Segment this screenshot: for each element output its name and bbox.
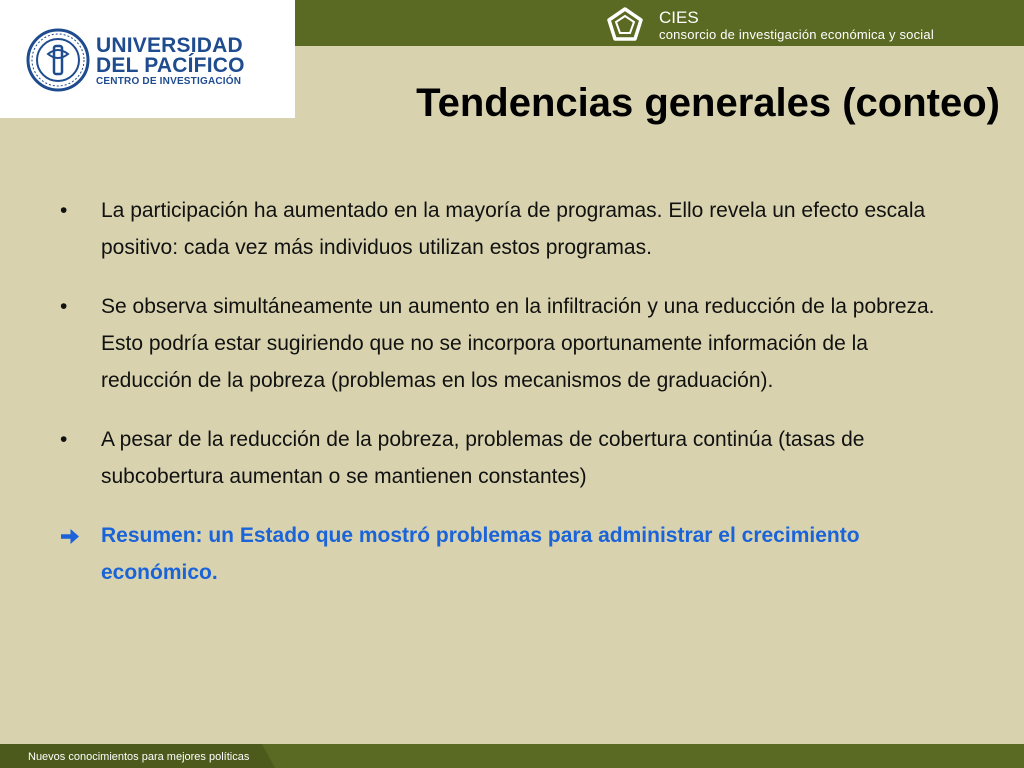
- bullet-text: La participación ha aumentado en la mayoría de programas. Ello revela un efecto escala positivo: cada vez más individuos utilizan estos programas.: [101, 199, 926, 259]
- university-name-line2: DEL PACÍFICO: [96, 54, 245, 77]
- university-logo: [0, 0, 295, 118]
- bullet-item: [60, 192, 960, 266]
- slide-title: Tendencias generales (conteo): [416, 81, 1000, 125]
- university-name-line1: UNIVERSIDAD: [96, 34, 243, 57]
- university-name-line3: CENTRO DE INVESTIGACIÓN: [96, 76, 242, 87]
- bullet-text: Se observa simultáneamente un aumento en la infiltración y una reducción de la pobreza. Esto podría estar sugiriendo que no se incorpora oportunamente información de la reducción de la pobreza (problemas en los mecanismos de graduación).: [101, 295, 935, 392]
- cies-tagline: consorcio de investigación económica y social: [659, 27, 934, 42]
- cies-pentagon-icon: [606, 6, 644, 42]
- bullet-marker: •: [60, 295, 68, 318]
- bullet-item: [60, 288, 960, 399]
- bullet-text: A pesar de la reducción de la pobreza, problemas de cobertura continúa (tasas de subcobertura aumentan o se mantienen constantes): [101, 428, 865, 488]
- bullet-item: [60, 421, 960, 495]
- bullet-marker: •: [60, 199, 68, 222]
- right-arrow-icon: [60, 528, 80, 545]
- footer-text: Nuevos conocimientos para mejores políticas: [28, 751, 250, 763]
- slide-content: [60, 192, 960, 591]
- summary-item: [60, 517, 960, 591]
- bullet-marker: •: [60, 428, 68, 451]
- university-seal-icon: [26, 28, 90, 92]
- cies-name: CIES: [659, 8, 699, 27]
- summary-text: Resumen: un Estado que mostró problemas para administrar el crecimiento económico.: [101, 524, 860, 584]
